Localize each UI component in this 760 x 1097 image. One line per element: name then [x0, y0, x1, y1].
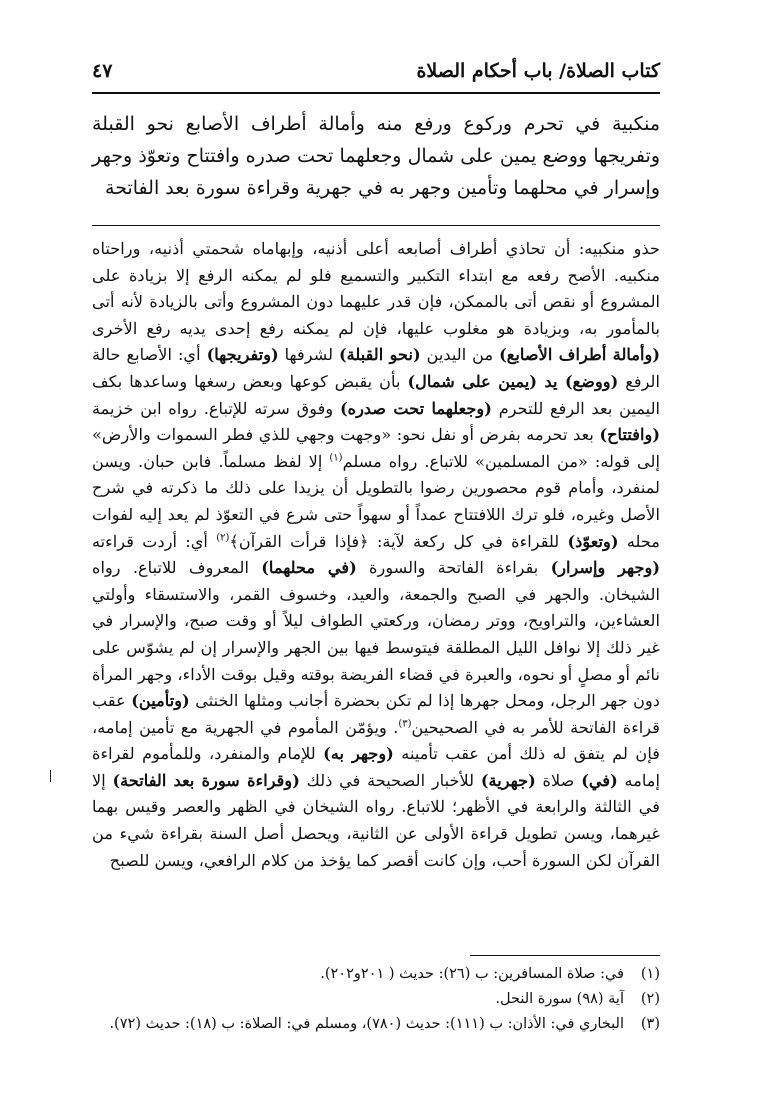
page-header: [92, 58, 660, 94]
quoted-phrase: (وجهر به): [323, 744, 394, 764]
footnote-ref: (١): [329, 452, 343, 464]
footnotes: [92, 962, 660, 1037]
quoted-phrase: (وقراءة سورة بعد الفاتحة): [112, 770, 300, 790]
footnote-number: (٢): [640, 991, 660, 1007]
quoted-phrase: (وجعلهما تحت صدره): [339, 398, 492, 418]
footnote: [92, 1012, 660, 1037]
margin-mark: [50, 770, 51, 782]
page-number: ٤٧: [92, 60, 113, 82]
quoted-phrase: (ووضع) يد (يمين على شمال): [407, 371, 619, 391]
main-text: منكبية في تحرم وركوع ورفع منه وأمالة أطراف الأصابع نحو القبلة وتفريجها ووضع يمين على شمال وجعلهما تحت صدره وافتتاح وتعوّذ وجهر وإسرار في محلهما وتأمين وجهر به في جهرية وقراءة سورة بعد الفاتحة: [92, 113, 660, 199]
quoted-phrase: (في محلهما): [261, 558, 357, 578]
footnote-text: البخاري في: الأذان: ب (١١١): حديث (٧٨٠)، ومسلم في: الصلاة: ب (١٨): حديث (٧٢).: [109, 1016, 624, 1032]
quoted-phrase: (وتعوّذ): [567, 531, 619, 551]
quoted-phrase: (جهرية): [480, 770, 536, 790]
quoted-phrase: (وتفريجها): [206, 345, 279, 365]
quoted-phrase: (وأمالة أطراف الأصابع): [499, 345, 660, 365]
main-text-divider: [92, 225, 660, 226]
quoted-phrase: (في): [581, 770, 618, 790]
footnote-divider: [470, 955, 660, 956]
footnote: [92, 987, 660, 1012]
footnote-text: آية (٩٨) سورة النحل.: [495, 991, 624, 1007]
quoted-phrase: (وجهر وإسرار): [550, 558, 660, 578]
quoted-phrase: (نحو القبلة): [339, 345, 421, 365]
page-title: كتاب الصلاة/ باب أحكام الصلاة: [416, 60, 660, 82]
footnote-ref: (٢): [216, 532, 230, 544]
quoted-phrase: (وتأمين): [131, 691, 190, 711]
footnote-text: في: صلاة المسافرين: ب (٢٦): حديث ( ٢٠١و٢٠٢).: [320, 966, 624, 982]
commentary-paragraph: حذو منكبيه: أن تحاذي أطراف أصابعه أعلى أذنيه، وإبهاماه شحمتي أذنيه، وراحتاه منكبيه. الأصح رفعه مع ابتداء التكبير والتسميع فلو لم يمكنه الرفع إلا بزيادة على المشروع أو نقص أتى بالممكن، فإن قدر عليهما دون المشروع وأتى بالزيادة لأنه أتى بالمأمور به، وبزيادة هو مغلوب عليها، فإن لم يمكنه رفع إحدى يديه رفع الأخرى (وأمالة أطراف الأصابع) من اليدين (نحو القبلة) لشرفها (وتفريجها) أي: الأصابع حالة الرفع (ووضع) يد (يمين على شمال) بأن يقبض كوعها وبعض رسغها وساعدها بكف اليمين بعد الرفع للتحرم (وجعلهما تحت صدره) وفوق سرته للإتباع. رواه ابن خزيمة (وافتتاح) بعد تحرمه بفرض أو نفل نحو: «وجهت وجهي للذي فطر السموات والأرض» إلى قوله: «من المسلمين» للاتباع. رواه مسلم$^{(١)}$ إلا لفظ مسلماً. فابن حبان. ويسن لمنفرد، وأمام قوم محصورين رضوا بالتطويل أن يزيدا على ذلك ما ذكرته في شرح الأصل وغيره، فلو ترك اللافتتاح عمداً أو سهواً حتى شرع في التعوّذ لم يعد إليه لفوات محله (وتعوّذ) للقراءة في كل ركعة لآية: ﴿فإذا قرأت القرآن﴾$^{(٢)}$ أي: أردت قراءته (وجهر وإسرار) بقراءة الفاتحة والسورة (في محلهما) المعروف للاتباع. رواه الشيخان. والجهر في الصبح والجمعة، والعيد، وخسوف القمر، والاستسقاء وأولتي العشاءين، والتراويح، ووتر رمضان، وركعتي الطواف ليلاً أو وقت صبح، والإسرار في غير ذلك إلا نوافل الليل المطلقة فيتوسط فيها بين الجهر والإسرار إن لم يشوّس على نائم أو مصلٍ أو نحوه، والعبرة في قضاء الفريضة بوقته وقيل بوقت الأداء، وجهر المرأة دون جهر الرجل، ومحل جهرها إذا لم تكن بحضرة أجانب ومثلها الخنثى (وتأمين) عقب قراءة الفاتحة للأمر به في الصحيحين$^{(٣)}$. ويؤمّن المأموم في الجهرية مع تأمين إمامه، فإن لم يتفق له ذلك أمن عقب تأمينه (وجهر به) للإمام والمنفرد، وللمأموم لقراءة إمامه (في) صلاة (جهرية) للأخبار الصحيحة في ذلك (وقراءة سورة بعد الفاتحة) إلا في الثالثة والرابعة في الأظهر؛ للاتباع. رواه الشيخان في الظهر والعصر وقيس بهما غيرهما، ويسن تطويل قراءة الأولى عن الثانية، ويحصل أصل السنة بقراءة شيء من القرآن لكن السورة أحب، وإن كانت أقصر كما يؤخذ من كلام الرافعي، ويسن للصبح: [92, 239, 660, 870]
footnote-ref: (٣): [398, 718, 412, 730]
footnote-number: (١): [640, 966, 660, 982]
footnote-number: (٣): [640, 1016, 660, 1032]
quoted-phrase: (وافتتاح): [599, 425, 660, 445]
footnote: [92, 962, 660, 987]
commentary: [92, 236, 660, 874]
